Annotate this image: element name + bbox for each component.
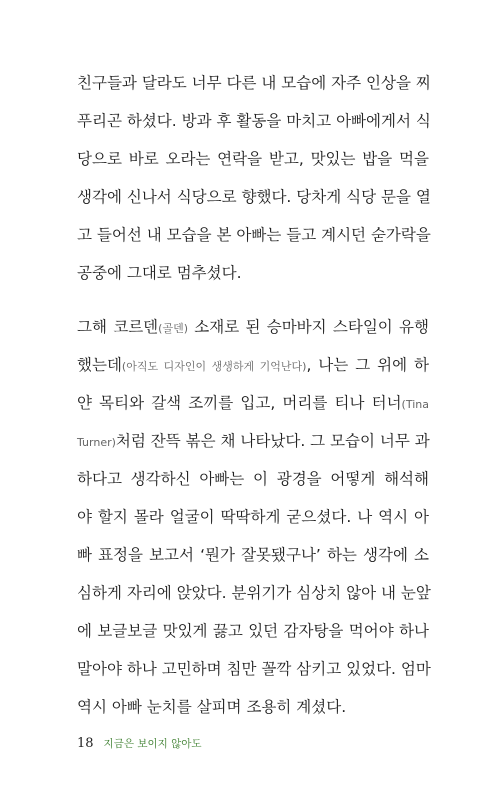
text-segment: 당으로 바로 오라는 연락을 받고, 맛있는 밥을 먹을	[77, 150, 429, 168]
text-line	[77, 102, 429, 140]
parenthetical-note: (골덴)	[158, 322, 188, 335]
text-line	[77, 254, 429, 292]
text-segment: 얀 목티와 갈색 조끼를 입고, 머리를 티나 터너	[77, 394, 402, 412]
text-segment: 야 할지 몰라 얼굴이 딱딱하게 굳으셨다. 나 역시 아	[77, 508, 429, 526]
text-line	[77, 384, 429, 422]
text-line	[77, 140, 429, 178]
parenthetical-note: (Tina	[401, 398, 429, 411]
text-line	[77, 346, 429, 384]
text-line	[77, 574, 429, 612]
text-segment: 친구들과 달라도 너무 다른 내 모습에 자주 인상을 찌	[77, 74, 431, 92]
text-segment: 푸리곤 하셨다. 방과 후 활동을 마치고 아빠에게서 식	[77, 112, 431, 130]
text-segment: 했는데	[77, 356, 122, 374]
text-line	[77, 64, 429, 102]
text-segment: 하다고 생각하신 아빠는 이 광경을 어떻게 해석해	[77, 470, 429, 488]
text-line	[77, 308, 429, 346]
text-segment: 고 들어선 내 모습을 본 아빠는 들고 계시던 숟가락을	[77, 226, 431, 244]
text-segment: , 나는 그 위에 하	[306, 356, 429, 374]
text-segment: 공중에 그대로 멈추셨다.	[77, 264, 242, 282]
parenthetical-note: Turner)	[77, 436, 116, 449]
text-line	[77, 178, 429, 216]
text-segment: 소재로 된 승마바지 스타일이 유행	[188, 318, 430, 336]
text-line	[77, 216, 429, 254]
running-title: 지금은 보이지 않아도	[103, 738, 202, 750]
text-segment: 생각에 신나서 식당으로 향했다. 당차게 식당 문을 열	[77, 188, 431, 206]
text-line	[77, 650, 429, 688]
text-segment: 에 보글보글 맛있게 끓고 있던 감자탕을 먹어야 하나	[77, 622, 429, 640]
paragraph-2	[77, 308, 429, 726]
text-line	[77, 688, 429, 726]
text-segment: 빠 표정을 보고서 ‘뭔가 잘못됐구나’ 하는 생각에 소	[77, 546, 429, 564]
page-footer	[77, 733, 202, 753]
text-line	[77, 460, 429, 498]
text-segment: 역시 아빠 눈치를 살피며 조용히 계셨다.	[77, 698, 347, 716]
text-segment: 말아야 하나 고민하며 침만 꼴깍 삼키고 있었다. 엄마	[77, 660, 431, 678]
text-line	[77, 498, 429, 536]
text-segment: 처럼 잔뜩 볶은 채 나타났다. 그 모습이 너무 과	[115, 432, 430, 450]
parenthetical-note: (아직도 디자인이 생생하게 기억난다)	[121, 360, 307, 373]
text-line	[77, 536, 429, 574]
paragraph-1	[77, 64, 429, 292]
page-number: 18	[77, 736, 94, 751]
text-line	[77, 422, 429, 460]
text-segment: 심하게 자리에 앉았다. 분위기가 심상치 않아 내 눈앞	[77, 584, 431, 602]
text-segment: 그해 코르덴	[77, 318, 159, 336]
text-line	[77, 612, 429, 650]
